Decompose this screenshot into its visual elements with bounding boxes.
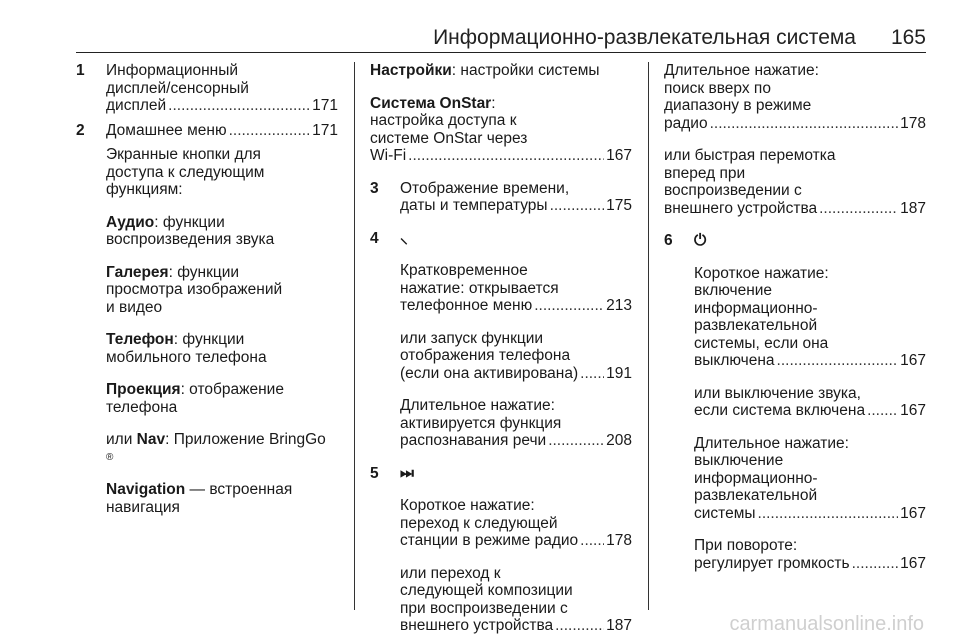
item-number: 1 — [76, 62, 85, 79]
text-line: Информационный — [106, 62, 239, 79]
paragraph — [400, 565, 632, 635]
text-line: внешнего устройства — [400, 617, 554, 634]
text-line: вперед при — [664, 164, 746, 182]
text-line: Кратковременное — [400, 262, 528, 279]
paragraph — [106, 331, 338, 366]
text-line: распознавания речи — [400, 432, 547, 449]
page-number: 165 — [890, 26, 926, 49]
text-line: станции в режиме радио — [400, 532, 579, 549]
paragraph — [106, 381, 338, 416]
text-line: системы — [694, 504, 756, 522]
paragraph — [106, 481, 338, 516]
text-line: настройка доступа к — [370, 112, 517, 129]
paragraph — [694, 435, 926, 523]
text-line: воспроизведения звука — [106, 231, 275, 248]
text: : функции — [154, 213, 225, 231]
page-reference[interactable]: 171 — [312, 97, 338, 114]
paragraph — [106, 214, 338, 249]
page-reference[interactable]: 167 — [900, 352, 926, 369]
text-line: или переход к — [400, 564, 501, 582]
text: или — [106, 431, 137, 448]
text-line: нажатие: открывается — [400, 279, 559, 297]
text-line: или быстрая перемотка — [664, 147, 836, 164]
text-line: или запуск функции — [400, 329, 544, 347]
item-number: 2 — [76, 121, 85, 139]
page-reference[interactable]: 178 — [900, 114, 926, 132]
column-2 — [370, 62, 632, 642]
list-item — [76, 122, 338, 517]
column-divider — [648, 62, 649, 610]
text-line: внешнего устройства — [664, 199, 818, 217]
reference-line — [400, 365, 632, 383]
text-line: дисплей/сенсорный — [106, 79, 249, 97]
text-line: развлекательной — [694, 317, 818, 334]
paragraph — [400, 330, 632, 383]
paragraph — [694, 265, 926, 370]
paragraph — [106, 431, 338, 466]
reference-line — [400, 197, 632, 215]
text-line: поиск вверх по — [664, 79, 771, 97]
text-line: (если она активирована) — [400, 364, 579, 382]
column-3 — [664, 62, 926, 579]
text-line: следующей композиции — [400, 582, 573, 599]
phone-icon: ⸜ — [400, 229, 408, 247]
text-line: телефонное меню — [400, 297, 533, 314]
reference-line — [370, 147, 632, 165]
text-line: Wi-Fi — [370, 147, 407, 164]
reference-line — [664, 115, 926, 133]
text-line: мобильного телефона — [106, 348, 267, 366]
watermark: carmanualsonline.info — [729, 613, 924, 635]
item-number: 3 — [370, 179, 379, 197]
text-line: если система включена — [694, 402, 866, 419]
paragraph — [664, 147, 926, 217]
text-line: системы, если она — [694, 334, 829, 352]
reference-line — [400, 532, 632, 550]
reference-line — [400, 432, 632, 450]
text-line: просмотра изображений — [106, 281, 283, 298]
term: Телефон — [106, 331, 174, 348]
text-line: или выключение звука, — [694, 384, 861, 402]
paragraph — [400, 497, 632, 550]
paragraph — [694, 385, 926, 420]
text-line: Отображение времени, — [400, 179, 570, 197]
text: : функции — [168, 263, 240, 281]
term: Настройки — [370, 62, 452, 79]
text: : отображение — [180, 381, 284, 398]
text-line: включение — [694, 282, 773, 299]
page-reference[interactable]: 213 — [606, 297, 632, 314]
text-line: функциям: — [106, 181, 183, 198]
list-item — [664, 232, 926, 572]
page-reference[interactable]: 175 — [606, 197, 632, 214]
reference-line — [694, 555, 926, 573]
text: : функции — [173, 331, 245, 348]
text-line: системе OnStar через — [370, 129, 528, 147]
page-reference[interactable]: 167 — [900, 402, 926, 419]
text-line: и видео — [106, 298, 163, 316]
power-icon: ⏻ — [694, 232, 707, 249]
text-line: Короткое нажатие: — [694, 264, 829, 282]
text: : Приложение BringGo — [165, 431, 326, 448]
text-line: информационно- — [694, 299, 818, 317]
text-line: дисплей — [106, 97, 167, 114]
item-number: 4 — [370, 229, 379, 247]
paragraph — [370, 62, 632, 80]
list-item — [370, 180, 632, 215]
reference-line — [694, 352, 926, 370]
reference-line — [664, 200, 926, 218]
page-reference[interactable]: 171 — [312, 121, 338, 139]
text-line: радио — [664, 114, 708, 132]
text-line: переход к следующей — [400, 514, 558, 532]
list-item — [370, 230, 632, 450]
text-line: развлекательной — [694, 487, 818, 504]
text-line: регулирует громкость — [694, 554, 850, 572]
term: Система OnStar — [370, 94, 492, 112]
item-number: 5 — [370, 464, 379, 482]
text: : настройки системы — [451, 62, 600, 79]
text-line: навигация — [106, 498, 180, 516]
paragraph — [106, 146, 338, 199]
reference-line — [106, 122, 338, 140]
page-reference[interactable]: 208 — [606, 432, 632, 449]
paragraph — [400, 397, 632, 450]
paragraph — [106, 264, 338, 317]
page-reference[interactable]: 167 — [900, 554, 926, 572]
text-line: отображения телефона — [400, 347, 571, 364]
text-line: Экранные кнопки для — [106, 146, 261, 163]
page-reference[interactable]: 187 — [900, 199, 926, 217]
next-track-icon: ⏭ — [400, 464, 414, 482]
text-line: Короткое нажатие: — [400, 497, 535, 514]
reference-line — [400, 617, 632, 635]
term: Проекция — [106, 381, 181, 398]
text-line: информационно- — [694, 469, 818, 487]
column-divider — [354, 62, 355, 610]
text-line: даты и температуры — [400, 197, 548, 214]
term: Navigation — [106, 481, 186, 498]
text-line: Длительное нажатие: — [694, 434, 849, 452]
text-line: воспроизведении с — [664, 182, 802, 199]
text: : — [491, 94, 496, 112]
item-number: 6 — [664, 232, 673, 249]
page-reference[interactable]: 167 — [606, 147, 632, 164]
text-line: при воспроизведении с — [400, 599, 568, 617]
page-reference[interactable]: 191 — [606, 364, 632, 382]
text-line: диапазону в режиме — [664, 97, 812, 114]
term: Галерея — [106, 263, 169, 281]
paragraph — [694, 537, 926, 572]
reference-line — [400, 297, 632, 315]
text-line: телефона — [106, 398, 178, 416]
page-reference[interactable]: 178 — [606, 532, 632, 549]
paragraph — [400, 262, 632, 315]
paragraph — [370, 95, 632, 165]
text-line: выключена — [694, 352, 775, 369]
page-header — [76, 22, 926, 53]
page-title: Информационно-развлекательная система — [433, 26, 856, 49]
term: Nav — [136, 431, 166, 448]
term: Аудио — [106, 213, 155, 231]
column-1 — [76, 62, 338, 523]
text-line: При повороте: — [694, 537, 798, 554]
reference-line — [106, 97, 338, 115]
page-reference[interactable]: 167 — [900, 504, 926, 522]
text-line: активируется функция — [400, 414, 562, 432]
reference-line — [694, 505, 926, 523]
text-line: выключение — [694, 452, 784, 469]
list-item — [370, 465, 632, 635]
reference-line — [694, 402, 926, 420]
text-line: Длительное нажатие: — [664, 62, 819, 79]
text: — встроенная — [185, 481, 293, 498]
text-line: доступа к следующим — [106, 163, 265, 181]
text-line: Длительное нажатие: — [400, 397, 555, 414]
page-reference[interactable]: 187 — [606, 617, 632, 634]
paragraph — [664, 62, 926, 132]
text-line: Домашнее меню — [106, 121, 227, 139]
registered-mark: ® — [106, 451, 114, 463]
list-item — [76, 62, 338, 115]
